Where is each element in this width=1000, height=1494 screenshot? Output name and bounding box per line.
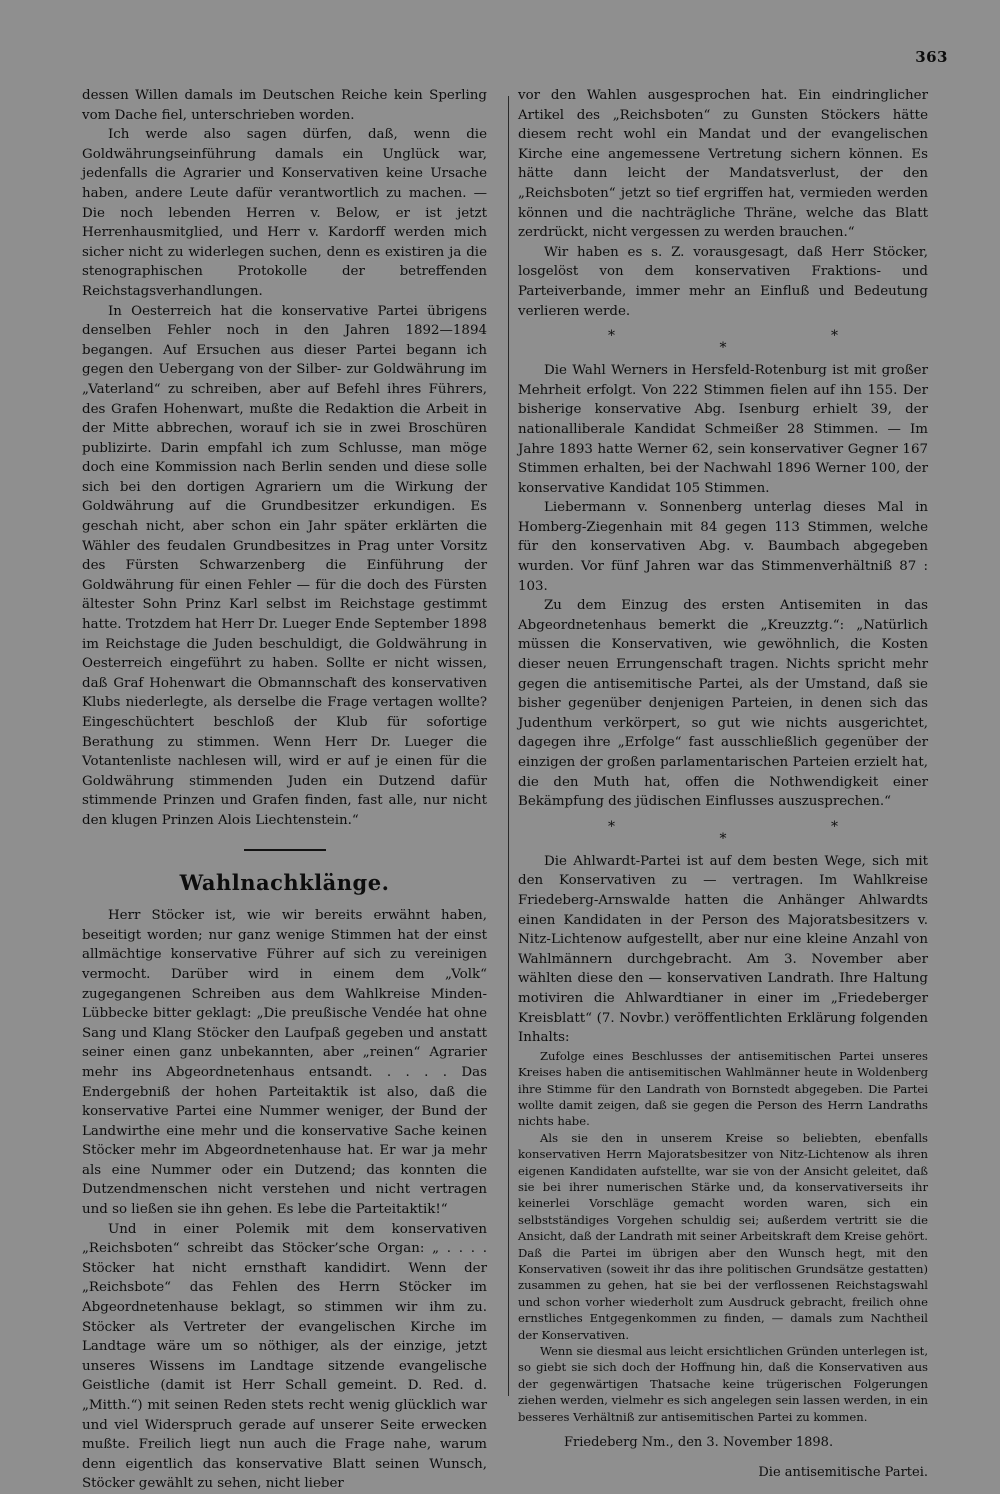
quoted-declaration xyxy=(518,1048,928,1425)
section-divider xyxy=(244,849,326,851)
right-column xyxy=(518,86,928,1482)
paragraph: Liebermann v. Sonnenberg unterlag dieses Mal in Homberg-Ziegenhain mit 84 gegen 113 Stimmen, welche für den konservativen Abg. v. Baumbach abgegeben wurden. Vor fünf Jahren war das Stimmenverhältniß 87 : 103. xyxy=(518,500,928,594)
paragraph: In Oesterreich hat die konservative Partei übrigens denselben Fehler noch in den Jahren 1892—1894 begangen. Auf Ersuchen aus dieser Partei begann ich gegen den Uebergang von der Silber- zur Goldwährung im „Vaterland“ zu schreiben, aber auf Befehl ihres Führers, des Grafen Hohenwart, mußte die Redaktion die Arbeit in der Mitte abbrechen, worauf ich sie in zwei Broschüren publizirte. Darin empfahl ich zum Schlusse, man möge doch eine Kommission nach Berlin senden und diese solle sich bei den dortigen Agrariern um die Wirkung der Goldwährung auf die Grundbesitzer erkundigen. Es geschah nicht, aber schon ein Jahr später erklärten die Wähler des feudalen Grundbesitzes in Prag unter Vorsitz des Fürsten Schwarzenberg die Einführung der Goldwährung für einen Fehler — für die doch des Fürsten ältester Sohn Prinz Karl selbst im Reichstage gestimmt hatte. Trotzdem hat Herr Dr. Lueger Ende September 1898 im Reichstage die Juden beschuldigt, die Goldwährung in Oesterreich eingeführt zu haben. Sollte er nicht wissen, daß Graf Hohenwart die Obmannschaft des konservativen Klubs niederlegte, als derselbe die Frage vertagen wollte? Eingeschüchtert beschloß der Klub für sofortige Berathung zu stimmen. Wenn Herr Dr. Lueger die Votantenliste nachlesen will, wird er auf je einen für die Goldwährung stimmenden Juden ein Dutzend dafür stimmende Prinzen und Grafen finden, fast alle, nur nicht den klugen Prinzen Alois Liechtenstein.“ xyxy=(82,303,487,828)
paragraph: vor den Wahlen ausgesprochen hat. Ein eindringlicher Artikel des „Reichsboten“ zu Gunsten Stöckers hätte diesem recht wohl ein Mandat und der evangelischen Kirche eine angemessene Vertretung sichern können. Es hätte dann leicht der Mandatsverlust, der den „Reichsboten“ jetzt so tief ergriffen hat, vermieden werden können und die nachträgliche Thräne, welche das Blatt zerdrückt, nicht vergessen zu werden brauchen.“ xyxy=(518,88,928,241)
paragraph: Die Wahl Werners in Hersfeld-Rotenburg ist mit großer Mehrheit erfolgt. Von 222 Stimmen fielen auf ihn 155. Der bisherige konservative Abg. Isenburg erhielt 39, der nationalliberale Kandidat Schmeißer 28 Stimmen. — Im Jahre 1893 hatte Werner 62, sein konservativer Gegner 167 Stimmen erhalten, bei der Nachwahl 1896 Werner 100, der konservative Kandidat 105 Stimmen. xyxy=(518,363,928,496)
star: * xyxy=(608,328,615,345)
page-number: 363 xyxy=(915,48,948,66)
paragraph: Und in einer Polemik mit dem konservativen „Reichsboten“ schreibt das Stöcker’sche Organ: „ . . . . Stöcker hat nicht ernsthaft kandidirt. Wenn der „Reichsbote“ das Fehlen des Herrn Stöcker im Abgeordnetenhause beklagt, so stimmen wir ihm zu. Stöcker als Vertreter der evangelischen Kirche im Landtage wäre um so nöthiger, als der einzige, jetzt unseres Wissens im Landtage sitzende evangelische Geistliche (damit ist Herr Schall gemeint. D. Red. d. „Mitth.“) mit seinen Reden stets recht wenig glücklich war und viel Widerspruch gerade auf unserer Seite erwecken mußte. Freilich liegt nun auch die Frage nahe, warum denn eigentlich das konservative Blatt seinen Wunsch, Stöcker gewählt zu sehen, nicht lieber xyxy=(82,1221,487,1492)
column-divider xyxy=(508,96,509,1396)
left-column xyxy=(82,86,487,1494)
star: * xyxy=(719,340,727,357)
section-heading: Wahlnachklänge. xyxy=(179,869,390,895)
paragraph: Ich werde also sagen dürfen, daß, wenn die Goldwährungseinführung damals ein Unglück war, jedenfalls die Agrarier und Konservativen keine Ursache haben, andere Leute dafür verantwortlich zu machen. — Die noch lebenden Herren v. Below, er ist jetzt Herrenhausmitglied, und Herr v. Kardorff werden mich sicher nicht zu widerlegen suchen, denn es existiren ja die stenographischen Protokolle der betreffenden Reichstagsverhandlungen. xyxy=(82,127,487,299)
paragraph: Wir haben es s. Z. vorausgesagt, daß Herr Stöcker, losgelöst von dem konservativen Fraktions- und Parteiverbande, immer mehr an Einfluß und Bedeutung verlieren werde. xyxy=(518,244,928,319)
signature: Die antisemitische Partei. xyxy=(758,1464,928,1480)
paragraph: Herr Stöcker ist, wie wir bereits erwähnt haben, beseitigt worden; nur ganz wenige Stimmen hat der einst allmächtige konservative Führer auf sich zu vereinigen vermocht. Darüber wird in einem dem „Volk“ zugegangenen Schreiben aus dem Wahlkreise Minden-Lübbecke bitter geklagt: „Die preußische Vendée hat ohne Sang und Klang Stöcker den Laufpaß gegeben und anstatt seiner einen ganz unbekannten, aber „reinen“ Agrarier mehr ins Abgeordnetenhaus entsandt. . . . . Das Endergebniß der hohen Parteitaktik ist also, daß die konservative Partei eine Nummer weniger, der Bund der Landwirthe eine mehr und die konservative Sache keinen Stöcker mehr im Abgeordnetenhause hat. Er war ja mehr als eine Nummer oder ein Dutzend; das konnten die Dutzendmenschen nicht verstehen und nicht vertragen und so ließen sie ihn gehen. Es lebe die Parteitaktik!“ xyxy=(82,908,487,1218)
star: * xyxy=(608,818,615,835)
quote-paragraph: Zufolge eines Beschlusses der antisemitischen Partei unseres Kreises haben die antisemitischen Wahlmänner heute in Woldenberg ihre Stimme für den Landrath von Bornstedt abgegeben. Die Partei wollte damit zeigen, daß sie gegen die Person des Herrn Landraths nichts habe. xyxy=(518,1048,928,1129)
quote-paragraph: Wenn sie diesmal aus leicht ersichtlichen Gründen unterlegen ist, so giebt sie sich doch der Hoffnung hin, daß die Konservativen aus der gegenwärtigen Thatsache keine trügerischen Folgerungen ziehen werden, vielmehr es sich angelegen sein lassen werden, in ein besseres Verhältniß zur antisemitischen Partei zu kommen. xyxy=(518,1344,928,1424)
date-line: Friedeberg Nm., den 3. November 1898. xyxy=(564,1435,834,1451)
quote-paragraph: Als sie den in unserem Kreise so beliebten, ebenfalls konservativen Herrn Majoratsbesitzer von Nitz-Lichtenow als ihren eigenen Kandidaten aufstellte, war sie von der Ansicht geleitet, daß sie bei ihrer numerischen Stärke und, da konservativerseits ihr keinerlei Vorschläge gemacht worden waren, sich ein selbstständiges Vorgehen schuldig sei; außerdem vertritt sie die Ansicht, daß der Landrath mit seiner Arbeitskraft dem Kreise gehört. Daß die Partei im übrigen aber den Wunsch hegt, mit den Konservativen (soweit ihr das ihre politischen Grundsätze gestatten) zusammen zu gehen, hat sie bei der verflossenen Reichstagswahl und schon vorher wiederholt zum Ausdruck gebracht, freilich ohne ernstliches Entgegenkommen zu finden, — damals zum Nachtheil der Konservativen. xyxy=(518,1130,928,1342)
star: * xyxy=(831,328,838,345)
paragraph: dessen Willen damals im Deutschen Reiche kein Sperling vom Dache fiel, unterschrieben worden. xyxy=(82,88,487,123)
paragraph: Die Ahlwardt-Partei ist auf dem besten Wege, sich mit den Konservativen zu — vertragen. Im Wahlkreise Friedeberg-Arnswalde hatten die Anhänger Ahlwardts einen Kandidaten in der Person des Majoratsbesitzers v. Nitz-Lichtenow aufgestellt, aber nur eine kleine Anzahl von Wahlmännern durchgebracht. Am 3. November aber wählten diese den — konservativen Landrath. Ihre Haltung motiviren die Ahlwardtianer in einer im „Friedeberger Kreisblatt“ (7. Novbr.) veröffentlichten Erklärung folgenden Inhalts: xyxy=(518,853,928,1046)
paragraph: Zu dem Einzug des ersten Antisemiten in das Abgeordnetenhaus bemerkt die „Kreuzztg.“: „Natürlich müssen die Konservativen, wie gewöhnlich, die Kosten dieser neuen Errungenschaft tragen. Nichts spricht mehr gegen die antisemitische Partei, als der Umstand, daß sie bisher gegenüber denjenigen Parteien, in denen sich das Judenthum verkörpert, so gut wie nichts ausgerichtet, dagegen ihre „Erfolge“ fast ausschließlich gegenüber der einzigen der großen parlamentarischen Parteien erzielt hat, die den Muth hat, offen die Nothwendigkeit einer Bekämpfung des jüdischen Einflusses auszusprechen.“ xyxy=(518,598,928,810)
star: * xyxy=(831,818,838,835)
asterism xyxy=(608,327,838,357)
star: * xyxy=(719,830,727,847)
asterism xyxy=(608,818,838,847)
